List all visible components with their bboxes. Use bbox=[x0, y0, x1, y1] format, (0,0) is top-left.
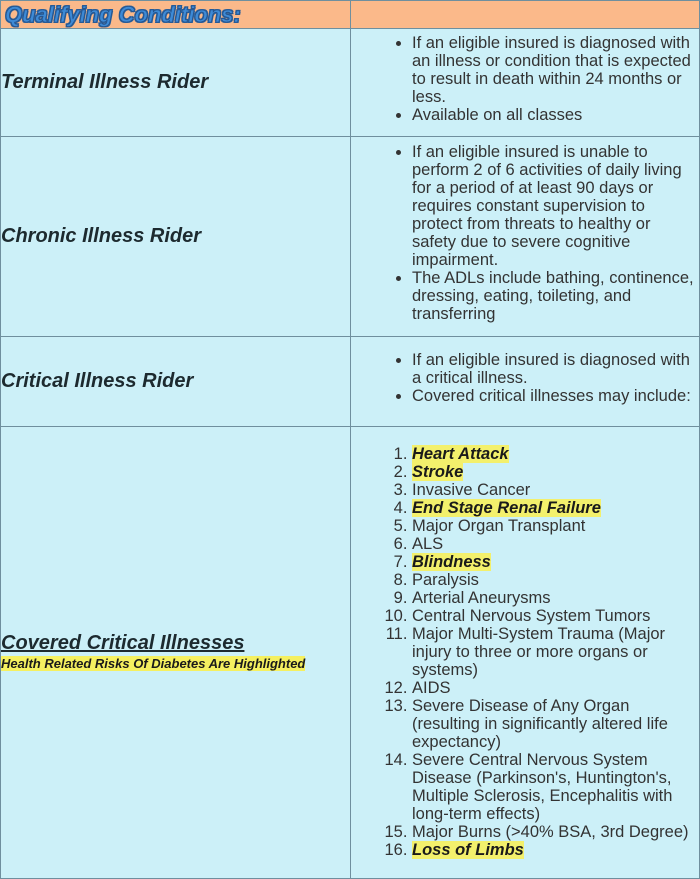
illness-name: Arterial Aneurysms bbox=[412, 588, 551, 607]
list-item: • If an eligible insured is diagnosed with an illness or condition that is expected to result in death within 24 months or less. bbox=[412, 34, 699, 106]
list-item bbox=[412, 535, 699, 553]
list-item bbox=[412, 625, 699, 679]
table-header-row bbox=[1, 1, 700, 29]
page-title: Qualifying Conditions: bbox=[5, 1, 241, 27]
row-label-cell bbox=[1, 337, 351, 427]
bullet-list bbox=[351, 350, 699, 413]
highlighted-illness: Loss of Limbs bbox=[412, 840, 524, 859]
bullet-list bbox=[351, 33, 699, 132]
illness-name: ALS bbox=[412, 534, 444, 553]
list-item bbox=[412, 823, 699, 841]
highlighted-illness: Stroke bbox=[412, 462, 464, 481]
row-label-cell bbox=[1, 137, 351, 337]
list-item bbox=[412, 679, 699, 697]
list-item bbox=[412, 553, 699, 571]
illness-name: Severe Central Nervous System Disease (Parkinson's, Huntington's, Multiple Sclerosis, Encephalitis with long-term effects) bbox=[412, 750, 673, 823]
covered-critical-illnesses-label: Covered Critical Illnesses bbox=[1, 632, 245, 654]
row-detail-cell bbox=[351, 29, 700, 137]
list-item: • If an eligible insured is diagnosed with a critical illness. bbox=[412, 351, 699, 387]
highlighted-illness: Heart Attack bbox=[412, 444, 509, 463]
table-row bbox=[1, 137, 700, 337]
illness-name: Major Burns (>40% BSA, 3rd Degree) bbox=[412, 822, 689, 841]
list-item bbox=[412, 571, 699, 589]
list-item: • If an eligible insured is unable to perform 2 of 6 activities of daily living for a period of at least 90 days or requires constant supervision to protect from threats to healthy or safety due to severe cognitive impairment. bbox=[412, 143, 699, 269]
row-detail-cell bbox=[351, 137, 700, 337]
illness-name: Severe Disease of Any Organ (resulting in significantly altered life expectancy) bbox=[412, 696, 668, 751]
list-item: • Covered critical illnesses may include: bbox=[412, 387, 699, 405]
illness-name: Invasive Cancer bbox=[412, 480, 531, 499]
row-detail-cell bbox=[351, 337, 700, 427]
list-item bbox=[412, 841, 699, 859]
row-label-cell bbox=[1, 427, 351, 879]
critical-illness-rider-label: Critical Illness Rider bbox=[1, 370, 194, 392]
table-row bbox=[1, 29, 700, 137]
list-item bbox=[412, 751, 699, 823]
list-item bbox=[412, 697, 699, 751]
illness-name: Major Multi-System Trauma (Major injury to three or more organs or systems) bbox=[412, 624, 666, 679]
row-label-cell bbox=[1, 29, 351, 137]
illness-name: AIDS bbox=[412, 678, 451, 697]
covered-illness-list bbox=[351, 439, 699, 867]
illness-name: Paralysis bbox=[412, 570, 479, 589]
chronic-illness-rider-label: Chronic Illness Rider bbox=[1, 225, 202, 247]
list-item bbox=[412, 589, 699, 607]
table-row bbox=[1, 427, 700, 879]
list-item: • Available on all classes bbox=[412, 106, 699, 124]
highlighted-illness: Blindness bbox=[412, 552, 491, 571]
list-item bbox=[412, 481, 699, 499]
header-title-cell bbox=[1, 1, 351, 29]
diabetes-highlight-note: Health Related Risks Of Diabetes Are Highlighted bbox=[1, 656, 306, 671]
row-detail-cell bbox=[351, 427, 700, 879]
list-item bbox=[412, 607, 699, 625]
list-item bbox=[412, 445, 699, 463]
list-item bbox=[412, 499, 699, 517]
header-empty-cell bbox=[351, 1, 700, 29]
illness-name: Major Organ Transplant bbox=[412, 516, 586, 535]
terminal-illness-rider-label: Terminal Illness Rider bbox=[1, 71, 209, 93]
list-item bbox=[412, 463, 699, 481]
highlighted-illness: End Stage Renal Failure bbox=[412, 498, 601, 517]
list-item bbox=[412, 517, 699, 535]
bullet-list bbox=[351, 142, 699, 331]
list-item: • The ADLs include bathing, continence, dressing, eating, toileting, and transferring bbox=[412, 269, 699, 323]
table-row bbox=[1, 337, 700, 427]
illness-name: Central Nervous System Tumors bbox=[412, 606, 651, 625]
